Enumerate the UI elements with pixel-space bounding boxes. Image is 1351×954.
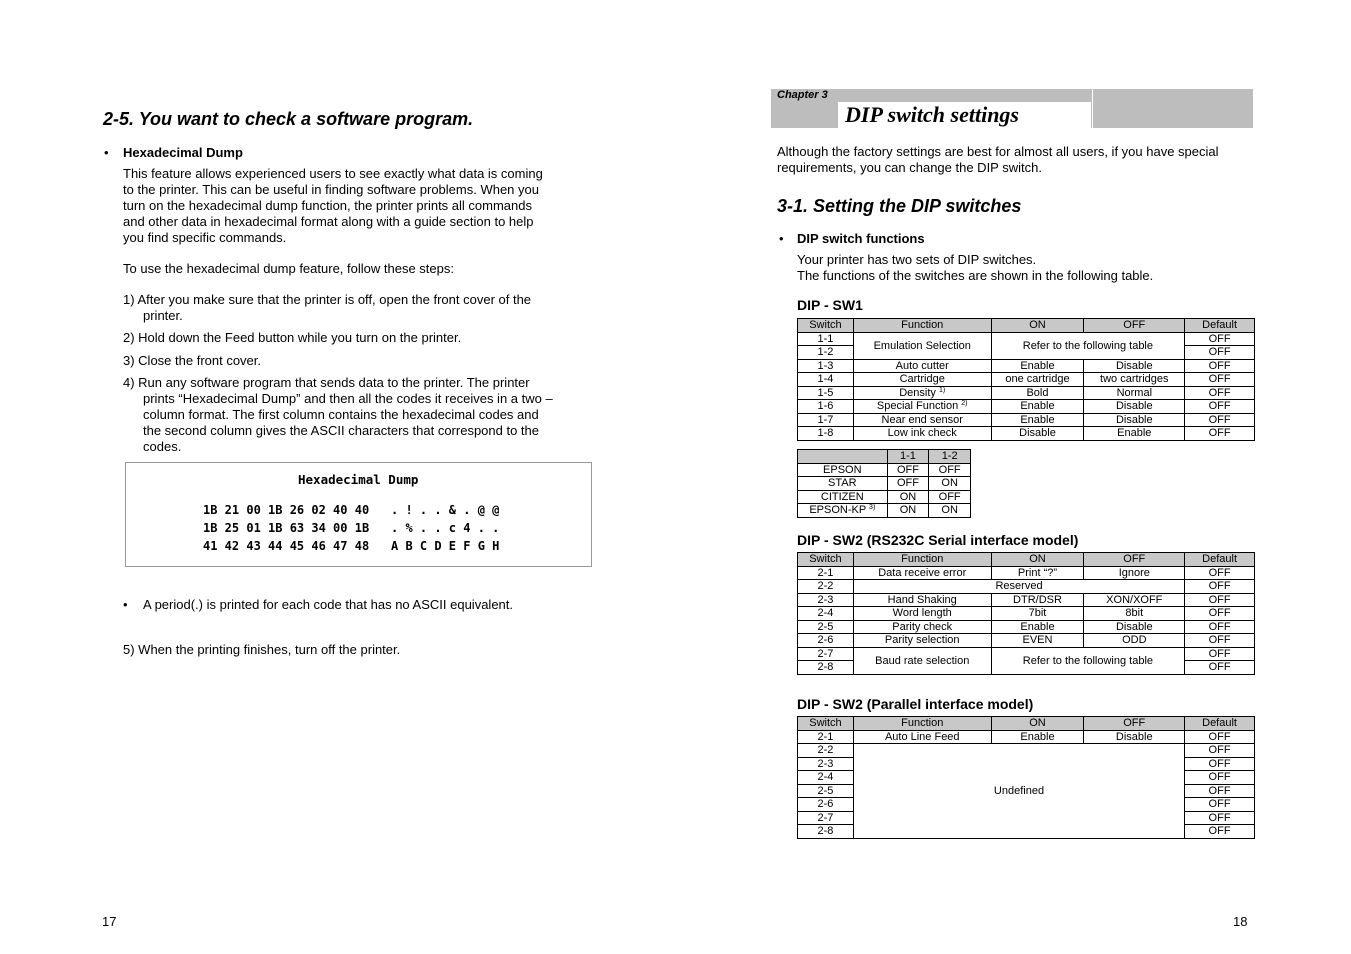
table-row — [798, 463, 971, 477]
page-number-left: 17 — [102, 914, 117, 929]
header-cell: OFF — [1084, 553, 1185, 567]
header-cell: Switch — [798, 717, 854, 731]
table-cell: OFF — [1185, 620, 1255, 634]
table-cell: 8bit — [1084, 607, 1185, 621]
table-cell: STAR — [798, 477, 888, 491]
table-cell: OFF — [1185, 607, 1255, 621]
table-row — [798, 504, 971, 518]
step-3: 3) Close the front cover. — [123, 353, 262, 368]
table-cell: DTR/DSR — [991, 593, 1084, 607]
table-cell: OFF — [1185, 744, 1255, 758]
period-note: A period(.) is printed for each code that has no ASCII equivalent. — [143, 597, 513, 612]
table-row — [798, 373, 1255, 387]
table-cell: 1-6 — [798, 400, 854, 414]
header-cell: Switch — [798, 319, 854, 333]
table-cell: 2-2 — [798, 580, 854, 594]
table-cell: OFF — [929, 490, 971, 504]
hex-row-1: 1B 21 00 1B 26 02 40 40 — [203, 503, 370, 517]
table-cell: Enable — [991, 413, 1084, 427]
table-cell: Print “?” — [991, 566, 1084, 580]
table-cell: XON/XOFF — [1084, 593, 1185, 607]
table-cell: OFF — [1185, 757, 1255, 771]
table-cell: 1-3 — [798, 359, 854, 373]
step-1 — [123, 292, 531, 324]
table-cell: OFF — [1185, 332, 1255, 346]
table-cell: 2-5 — [798, 784, 854, 798]
table-cell: OFF — [1185, 373, 1255, 387]
text-line: column format. The first column contains the hexadecimal codes and — [143, 407, 539, 422]
table-cell: OFF — [1185, 386, 1255, 400]
table-cell: OFF — [1185, 427, 1255, 441]
table-cell: 7bit — [991, 607, 1084, 621]
table-cell: Bold — [991, 386, 1084, 400]
table-cell: 2-8 — [798, 661, 854, 675]
table-cell — [798, 504, 888, 518]
header-cell: ON — [991, 319, 1084, 333]
table-cell: ON — [887, 490, 929, 504]
header-cell: Switch — [798, 553, 854, 567]
table-row — [798, 566, 1255, 580]
table-cell: Disable — [991, 427, 1084, 441]
table-row — [798, 477, 971, 491]
bullet-marker: • — [104, 145, 109, 160]
dip-description — [797, 252, 1153, 284]
table-cell: OFF — [1185, 400, 1255, 414]
header-cell — [798, 450, 888, 464]
page-number-right: 18 — [1233, 914, 1248, 929]
table-cell: CITIZEN — [798, 490, 888, 504]
table-cell: Near end sensor — [853, 413, 991, 427]
table-row — [798, 400, 1255, 414]
ascii-row-2: . % . . c 4 . . — [391, 521, 500, 535]
table-row — [798, 359, 1255, 373]
table-cell: Ignore — [1084, 566, 1185, 580]
table-cell: Disable — [1084, 400, 1185, 414]
table-header-row — [798, 319, 1255, 333]
table-cell: 2-7 — [798, 811, 854, 825]
ascii-row-1: . ! . . & . @ @ — [391, 503, 500, 517]
table-cell: Enable — [991, 400, 1084, 414]
header-cell: Default — [1185, 319, 1255, 333]
table-cell: Auto Line Feed — [853, 730, 991, 744]
table-row — [798, 620, 1255, 634]
text-line: 4) Run any software program that sends data to the printer. The printer — [123, 375, 530, 390]
table-cell — [853, 400, 991, 414]
table-row — [798, 593, 1255, 607]
table-cell: 1-7 — [798, 413, 854, 427]
table-cell: 1-4 — [798, 373, 854, 387]
table-cell: Low ink check — [853, 427, 991, 441]
steps-intro: To use the hexadecimal dump feature, follow these steps: — [123, 261, 454, 276]
step-4 — [123, 375, 553, 455]
hex-row-2: 1B 25 01 1B 63 34 00 1B — [203, 521, 370, 535]
table-cell: EPSON — [798, 463, 888, 477]
table-cell: Word length — [853, 607, 991, 621]
header-cell: ON — [991, 717, 1084, 731]
text-line: and other data in hexadecimal format along with a guide section to help — [123, 214, 534, 229]
intro-paragraph — [777, 144, 1219, 176]
table-row — [798, 607, 1255, 621]
table-cell: 1-5 — [798, 386, 854, 400]
table-cell: OFF — [1185, 798, 1255, 812]
table-cell: Parity check — [853, 620, 991, 634]
table-row — [798, 580, 1255, 594]
text-line: the second column gives the ASCII characters that correspond to the — [143, 423, 539, 438]
table-cell: 2-7 — [798, 647, 854, 661]
table-cell — [853, 386, 991, 400]
table-cell: 2-6 — [798, 798, 854, 812]
table-row — [798, 386, 1255, 400]
table-cell: 1-8 — [798, 427, 854, 441]
table-row — [798, 490, 971, 504]
table-cell: 2-4 — [798, 771, 854, 785]
table-cell: Normal — [1084, 386, 1185, 400]
table-cell: 2-1 — [798, 566, 854, 580]
header-cell: Default — [1185, 553, 1255, 567]
table-cell: 2-3 — [798, 593, 854, 607]
table-row — [798, 744, 1255, 758]
text-line: prints “Hexadecimal Dump” and then all the codes it receives in a two – — [143, 391, 553, 406]
sw2-serial-table — [797, 552, 1255, 675]
table-cell: Refer to the following table — [991, 332, 1185, 359]
bullet-marker: • — [123, 597, 128, 612]
chapter-header-divider — [1092, 89, 1093, 128]
table-cell: OFF — [1185, 359, 1255, 373]
chapter-label: Chapter 3 — [777, 89, 828, 101]
sw1-title: DIP - SW1 — [797, 297, 863, 313]
table-cell: OFF — [929, 463, 971, 477]
table-cell: OFF — [887, 463, 929, 477]
step-2: 2) Hold down the Feed button while you turn on the printer. — [123, 330, 462, 345]
table-cell: ON — [929, 504, 971, 518]
bullet-marker: • — [779, 231, 784, 246]
table-cell: Undefined — [853, 744, 1184, 839]
sw1-table — [797, 318, 1255, 441]
table-cell: ON — [929, 477, 971, 491]
table-cell: OFF — [1185, 580, 1255, 594]
cell-text: Density — [899, 386, 936, 399]
table-cell: OFF — [887, 477, 929, 491]
sw2-serial-title: DIP - SW2 (RS232C Serial interface model) — [797, 532, 1079, 548]
bullet-title: DIP switch functions — [797, 231, 925, 246]
table-cell: EVEN — [991, 634, 1084, 648]
sw2-parallel-table — [797, 716, 1255, 839]
table-cell: Baud rate selection — [853, 647, 991, 674]
table-cell: 2-2 — [798, 744, 854, 758]
section-heading: 2-5. You want to check a software program. — [103, 109, 474, 129]
header-cell: ON — [991, 553, 1084, 567]
table-cell: 2-4 — [798, 607, 854, 621]
table-cell: 2-3 — [798, 757, 854, 771]
text-line: requirements, you can change the DIP switch. — [777, 160, 1042, 175]
table-cell: 2-8 — [798, 825, 854, 839]
header-cell: Default — [1185, 717, 1255, 731]
table-cell: OFF — [1185, 634, 1255, 648]
table-cell: ODD — [1084, 634, 1185, 648]
table-cell: Enable — [991, 359, 1084, 373]
table-cell: Disable — [1084, 620, 1185, 634]
table-cell: 1-1 — [798, 332, 854, 346]
table-cell: Cartridge — [853, 373, 991, 387]
table-cell: Disable — [1084, 359, 1185, 373]
header-cell: Function — [853, 553, 991, 567]
header-cell: 1-1 — [887, 450, 929, 464]
table-cell: OFF — [1185, 346, 1255, 360]
chapter-title: DIP switch settings — [845, 102, 1019, 127]
header-cell: Function — [853, 319, 991, 333]
header-cell: Function — [853, 717, 991, 731]
table-cell: OFF — [1185, 825, 1255, 839]
header-cell: OFF — [1084, 717, 1185, 731]
text-line: The functions of the switches are shown in the following table. — [797, 268, 1154, 283]
table-row — [798, 427, 1255, 441]
header-cell: 1-2 — [929, 450, 971, 464]
step-5: 5) When the printing finishes, turn off the printer. — [123, 642, 401, 657]
text-line: to the printer. This can be useful in finding software problems. When you — [123, 182, 539, 197]
table-cell: 2-1 — [798, 730, 854, 744]
table-cell: Enable — [1084, 427, 1185, 441]
table-cell: two cartridges — [1084, 373, 1185, 387]
table-cell: 2-6 — [798, 634, 854, 648]
table-cell: OFF — [1185, 811, 1255, 825]
table-cell: Enable — [991, 620, 1084, 634]
table-row — [798, 634, 1255, 648]
table-cell: 2-5 — [798, 620, 854, 634]
cell-text: Special Function — [876, 400, 959, 413]
hex-dump-sample — [125, 462, 592, 567]
ascii-row-3: A B C D E F G H — [391, 539, 500, 553]
table-row — [798, 332, 1255, 346]
table-cell: OFF — [1185, 661, 1255, 675]
table-cell: Parity selection — [853, 634, 991, 648]
cell-text: EPSON-KP — [809, 504, 866, 517]
table-cell: OFF — [1185, 647, 1255, 661]
table-cell: ON — [887, 504, 929, 518]
table-row — [798, 413, 1255, 427]
table-cell: OFF — [1185, 771, 1255, 785]
table-cell: one cartridge — [991, 373, 1084, 387]
table-cell: OFF — [1185, 593, 1255, 607]
header-cell: OFF — [1084, 319, 1185, 333]
hex-row-3: 41 42 43 44 45 46 47 48 — [203, 539, 370, 553]
table-cell: Disable — [1084, 413, 1185, 427]
table-cell: 1-2 — [798, 346, 854, 360]
emulation-table — [797, 449, 971, 518]
text-line: you find specific commands. — [123, 230, 287, 245]
table-cell: Hand Shaking — [853, 593, 991, 607]
text-line: codes. — [143, 439, 182, 454]
footnote-mark: 3) — [869, 504, 876, 512]
section-heading: 3-1. Setting the DIP switches — [777, 196, 1022, 216]
text-line: turn on the hexadecimal dump function, the printer prints all commands — [123, 198, 532, 213]
sw2-parallel-title: DIP - SW2 (Parallel interface model) — [797, 696, 1034, 712]
footnote-mark: 2) — [961, 400, 968, 408]
table-cell: OFF — [1185, 413, 1255, 427]
text-line: 1) After you make sure that the printer is off, open the front cover of the — [123, 292, 532, 307]
text-line: printer. — [143, 308, 183, 323]
footnote-mark: 1) — [938, 386, 946, 394]
table-cell: Data receive error — [853, 566, 991, 580]
table-cell: OFF — [1185, 784, 1255, 798]
table-row — [798, 647, 1255, 661]
bullet-title: Hexadecimal Dump — [123, 145, 243, 160]
table-cell: Refer to the following table — [991, 647, 1185, 674]
description-paragraph — [123, 166, 543, 246]
table-cell: Emulation Selection — [853, 332, 991, 359]
text-line: This feature allows experienced users to see exactly what data is coming — [123, 166, 543, 181]
table-row — [798, 730, 1255, 744]
table-cell: OFF — [1185, 730, 1255, 744]
table-cell: Disable — [1084, 730, 1185, 744]
hex-dump-title: Hexadecimal Dump — [298, 472, 419, 487]
table-cell: OFF — [1185, 566, 1255, 580]
text-line: Although the factory settings are best for almost all users, if you have special — [777, 144, 1219, 159]
table-header-row — [798, 717, 1255, 731]
table-cell: Enable — [991, 730, 1084, 744]
table-header-row — [798, 450, 971, 464]
table-cell: Auto cutter — [853, 359, 991, 373]
table-cell: Reserved — [853, 580, 1184, 594]
text-line: Your printer has two sets of DIP switches. — [797, 252, 1037, 267]
table-header-row — [798, 553, 1255, 567]
